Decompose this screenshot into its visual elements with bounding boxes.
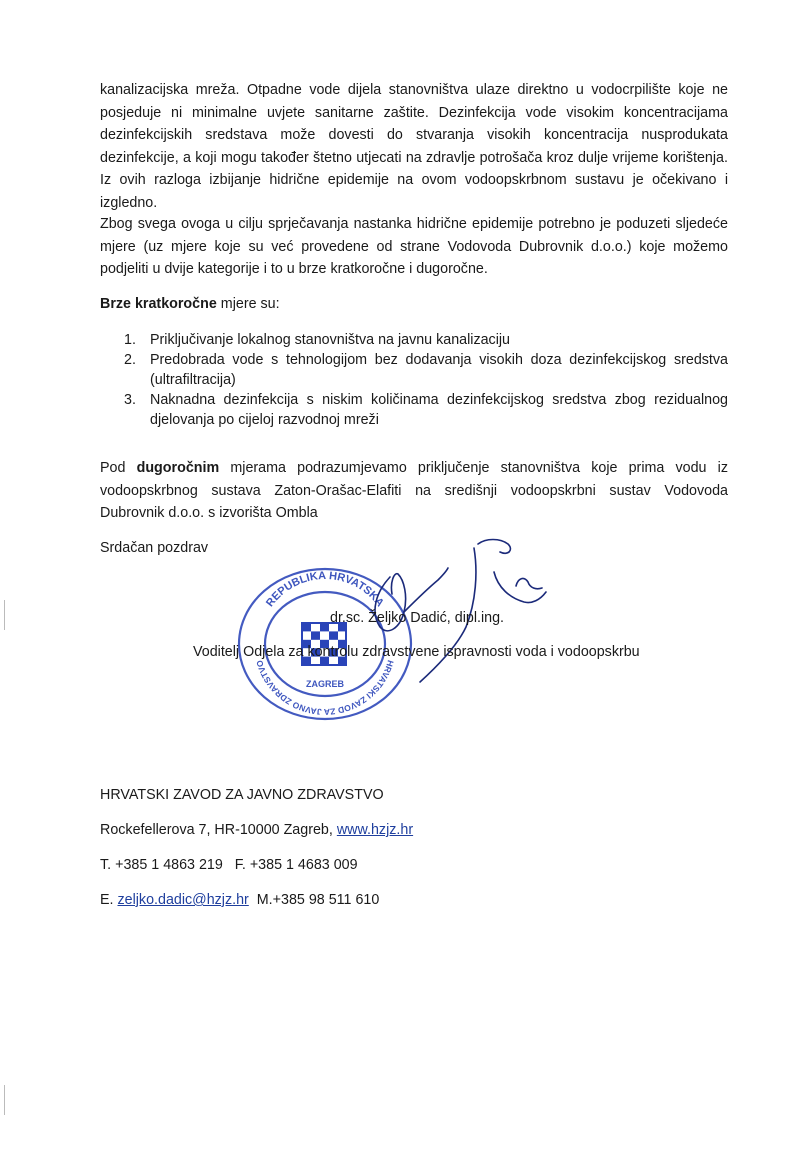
body-paragraph-3 xyxy=(100,457,728,525)
long-term-post: mjerama podrazumjevamo priključenje stanovništva koje prima vodu iz vodoopskrbnog sustava Zaton-Orašac-Elafiti na središnji vodoopskrbni sustav Vodovoda Dubrovnik d.o.o. s izvorišta Ombla xyxy=(100,460,728,521)
measures-list xyxy=(100,330,728,430)
closing-greeting: Srdačan pozdrav xyxy=(100,540,209,556)
stamp-text-bottom: HRVATSKI ZAVOD ZA JAVNO ZDRAVSTVO xyxy=(254,659,396,718)
footer-address xyxy=(100,820,413,840)
footer-email-link[interactable]: zeljko.dadic@hzjz.hr xyxy=(117,892,249,908)
footer-phone: T. +385 1 4863 219 F. +385 1 4683 009 xyxy=(100,857,358,873)
body-paragraph-2: Zbog svega ovoga u cilju sprječavanja nastanka hidrične epidemije potrebno je poduzeti sljedeće mjere (uz mjere koje su već provedene od strane Vodovoda Dubrovnik d.o.o.) koje možemo podjeliti u dvije kategorije i to u brze kratkoročne i dugoročne. xyxy=(100,216,728,277)
scan-edge-mark xyxy=(4,600,5,630)
signer-name: dr.sc. Željko Dadić, dipl.ing. xyxy=(330,610,505,626)
footer-email-prefix: E. xyxy=(100,892,118,908)
footer-website-link[interactable]: www.hzjz.hr xyxy=(336,822,414,838)
body-paragraph-1: kanalizacijska mreža. Otpadne vode dijela stanovništva ulaze direktno u vodocrpilište koje ne posjeduje ni minimalne uvjete sanitarne zaštite. Dezinfekcija vode visokim koncentracijama dezinfekcijskih sredstava može dovesti do stvaranja visokih koncentracija nusprodukata dezinfekcije, a koji mogu također štetno utjecati na zdravlje potrošača kroz dulje vrijeme korištenja. Iz ovih razloga izbijanje hidrične epidemije na ovom vodoopskrbnom sustavu je očekivano i izgledno. xyxy=(100,82,728,211)
list-item-text: Priključivanje lokalnog stanovništva na javnu kanalizaciju xyxy=(150,332,511,348)
stamp-text-top: REPUBLIKA HRVATSKA xyxy=(264,569,386,610)
list-item-text: Naknadna dezinfekcija s niskim količinama dezinfekcijskog sredstva zbog rezidualnog djelovanja po cijeloj razvodnoj mreži xyxy=(150,392,728,428)
list-item-text: Predobrada vode s tehnologijom bez dodavanja visokih doza dezinfekcijskog sredstva (ultrafiltracija) xyxy=(150,352,728,388)
footer-mobile: M.+385 98 511 610 xyxy=(248,892,380,908)
stamp-text-center: ZAGREB xyxy=(306,679,344,689)
list-item xyxy=(100,350,728,390)
list-item xyxy=(100,330,728,350)
list-item-number: 2. xyxy=(124,352,136,368)
list-item-number: 3. xyxy=(124,392,136,408)
short-term-heading xyxy=(100,293,728,316)
footer-address-text: Rockefellerova 7, HR-10000 Zagreb, xyxy=(100,822,337,838)
long-term-pre: Pod xyxy=(100,460,137,476)
short-term-bold: Brze kratkoročne xyxy=(100,296,217,312)
scan-edge-mark xyxy=(4,1085,5,1115)
long-term-bold: dugoročnim xyxy=(136,460,220,476)
footer-contact xyxy=(100,890,379,910)
list-item xyxy=(100,390,728,430)
list-item-number: 1. xyxy=(124,332,136,348)
signer-role: Voditelj Odjela za kontrolu zdravstvene ispravnosti voda i vodoopskrbu xyxy=(193,644,640,660)
short-term-rest: mjere su: xyxy=(216,296,280,312)
footer-institution: HRVATSKI ZAVOD ZA JAVNO ZDRAVSTVO xyxy=(100,787,384,803)
